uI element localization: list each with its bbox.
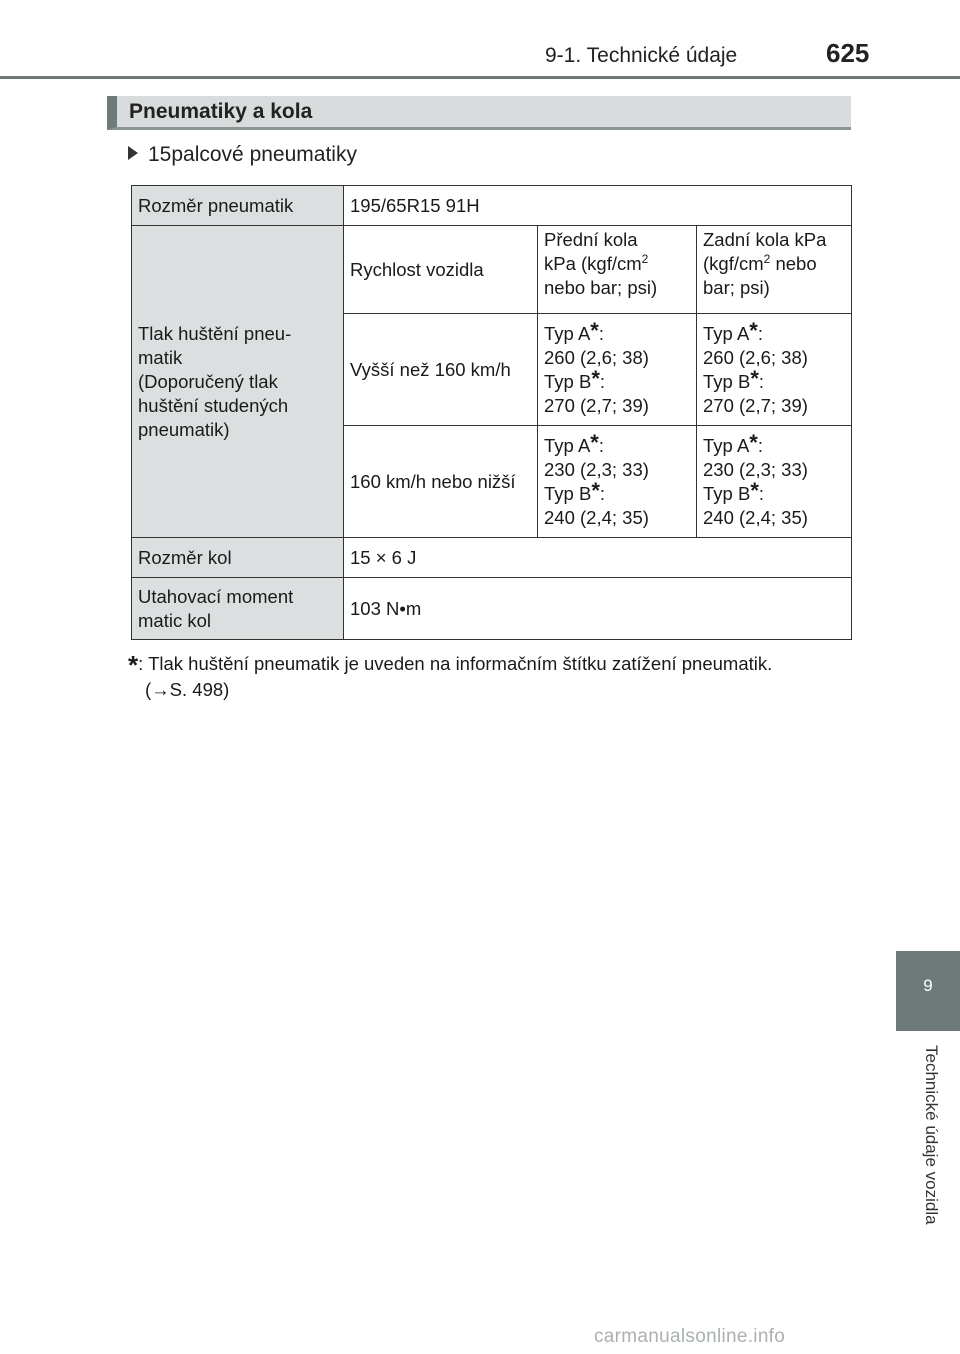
watermark: carmanualsonline.info bbox=[594, 1326, 786, 1347]
table-row bbox=[132, 186, 852, 226]
page-reference-link[interactable]: (→S. 498) bbox=[145, 679, 230, 700]
section-heading bbox=[107, 96, 851, 130]
section-title: 9-1. Technické údaje bbox=[545, 44, 738, 67]
torque-value: 103 N•m bbox=[344, 578, 852, 640]
footnote bbox=[128, 648, 868, 703]
tire-size-value: 195/65R15 91H bbox=[344, 186, 852, 226]
col-rear-header: Zadní kola kPa ($kgf/cm^2$ nebo bar; psi) bbox=[697, 226, 852, 314]
torque-label: Utahovací moment matic kol bbox=[132, 578, 344, 640]
chapter-tab bbox=[896, 951, 960, 1031]
section-heading-text: Pneumatiky a kola bbox=[129, 100, 313, 123]
footnote-text: : Tlak huštění pneumatik je uveden na informačním štítku zatížení pneumatik. bbox=[138, 653, 773, 674]
wheel-size-label: Rozměr kol bbox=[132, 538, 344, 578]
pressure-label: Tlak huštění pneu- matik (Doporučený tlak huštění studených pneumatik) bbox=[132, 226, 344, 538]
chapter-number: 9 bbox=[923, 976, 933, 995]
table-row bbox=[132, 226, 852, 314]
row1-speed: Vyšší než 160 km/h bbox=[344, 314, 538, 426]
row2-rear: Typ A*: 230 (2,3; 33) Typ B*: 240 (2,4; 35) bbox=[697, 426, 852, 538]
header-rule bbox=[0, 76, 960, 79]
row1-rear: Typ A*: 260 (2,6; 38) Typ B*: 270 (2,7; 39) bbox=[697, 314, 852, 426]
tire-size-label: Rozměr pneumatik bbox=[132, 186, 344, 226]
subheading-text: 15palcové pneumatiky bbox=[148, 143, 357, 166]
wheel-size-value: 15 × 6 J bbox=[344, 538, 852, 578]
subheading bbox=[128, 143, 357, 167]
triangle-bullet-icon bbox=[128, 146, 138, 160]
table-row bbox=[132, 538, 852, 578]
chapter-title: Technické údaje vozidla bbox=[922, 1045, 941, 1225]
col-speed-header: Rychlost vozidla bbox=[344, 226, 538, 314]
row1-front: Typ A*: 260 (2,6; 38) Typ B*: 270 (2,7; 39) bbox=[538, 314, 697, 426]
row2-front: Typ A*: 230 (2,3; 33) Typ B*: 240 (2,4; 35) bbox=[538, 426, 697, 538]
tire-spec-table bbox=[131, 185, 852, 640]
footnote-marker: * bbox=[128, 650, 139, 680]
page-number: 625 bbox=[826, 38, 870, 68]
col-front-header: Přední kola kPa ($kgf/cm^2$ nebo bar; psi) bbox=[538, 226, 697, 314]
table-row bbox=[132, 578, 852, 640]
row2-speed: 160 km/h nebo nižší bbox=[344, 426, 538, 538]
